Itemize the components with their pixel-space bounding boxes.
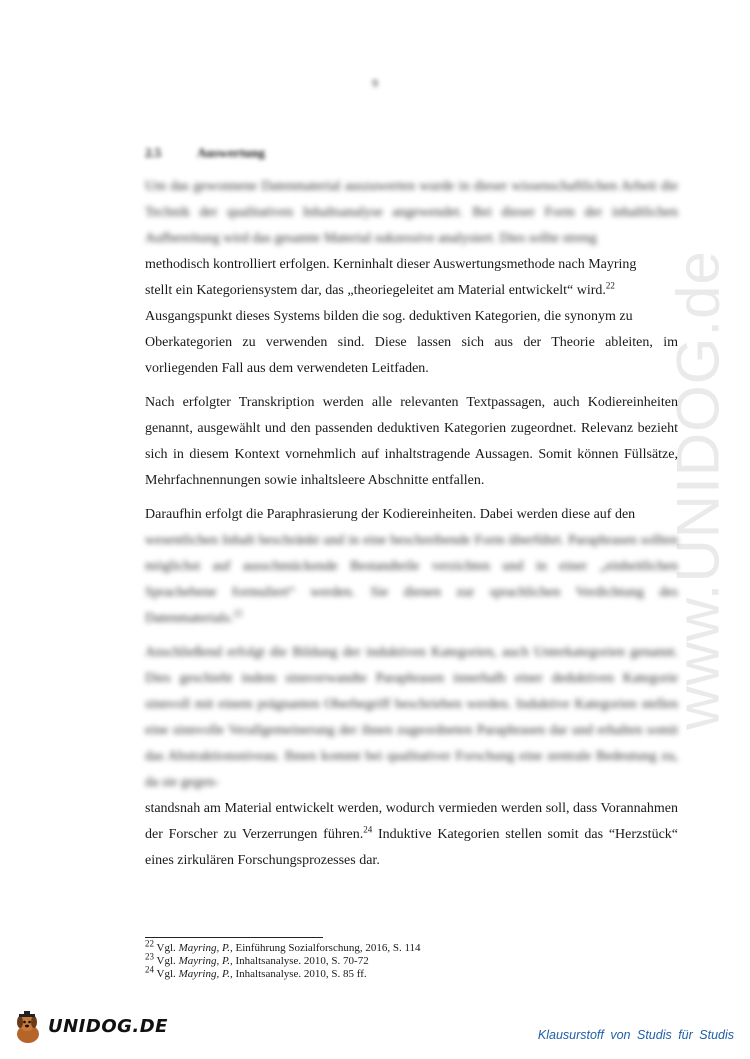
footnote-24: $^{24}$ Vgl. Mayring, P., Inhaltsanalyse. 2010, S. 85 ff.: [145, 964, 367, 980]
paragraph-2-text: Nach erfolgter Transkription werden alle relevanten Textpassagen, auch Kodiereinheiten genannt, ausgewählt und den passenden deduktiven Kategorien zugeordnet. Relevanz bezieht sich in diesem Kontext vornehmlich auf inhaltstragende Aussagen. Somit können Füllsätze, Mehrfachnennungen sowie inhaltsleere Abschnitte entfallen.: [145, 395, 678, 488]
paragraph-1-rest: Oberkategorien zu verwenden sind. Diese lassen sich aus der Theorie ableiten, im vorliegenden Fall aus dem verwendeten Leitfaden.: [145, 335, 678, 376]
paragraph-4-blurred: Anschließend erfolgt die Bildung der induktiven Kategorien, auch Unterkategorien genannt. Dies geschieht indem sinnverwandte Paraphrasen innerhalb einer deduktiven Kategorie sinnvoll mit einem prägnanten Oberbegriff beschrieben werden. Induktive Kategorien stellen eine sinnvolle Verallgemeinerung der ihnen zugeordneten Paraphrasen dar und erhalten somit das Abstraktionsniveau. Ihnen kommt bei qualitativer Forschung eine zentrale Bedeutung zu, da sie gegen-: [145, 645, 678, 790]
paragraph-1: [145, 174, 678, 382]
section-heading: [145, 145, 265, 161]
paragraph-1-blurred: Um das gewonnene Datenmaterial auszuwerten wurde in dieser wissenschaftlichen Arbeit die Technik der qualitativen Inhaltsanalyse angewendet. Bei dieser Form der inhaltlichen Aufbereitung wird das gesamte Material sukzessive analysiert. Dies sollte streng: [145, 179, 678, 246]
paragraph-3-text: Daraufhin erfolgt die Paraphrasierung der Kodiereinheiten. Dabei werden diese auf den: [145, 507, 636, 522]
footnotes: [145, 938, 421, 981]
paragraph-1-line-1: methodisch kontrolliert erfolgen. Kerninhalt dieser Auswertungsmethode nach Mayring: [145, 257, 637, 272]
footnote-22: $^{22}$ Vgl. Mayring, P., Einführung Sozialforschung, 2016, S. 114: [145, 938, 421, 954]
paragraph-4: [145, 640, 678, 874]
tagline: Klausurstoff von Studis für Studis: [537, 1028, 734, 1042]
unidog-logo[interactable]: [10, 1010, 168, 1046]
footnote-23: $^{23}$ Vgl. Mayring, P., Inhaltsanalyse. 2010, S. 70-72: [145, 951, 369, 967]
footnote-separator: [145, 937, 323, 938]
paragraph-2: [145, 390, 678, 494]
dog-mascot-icon: [10, 1010, 46, 1046]
footnote-ref-22[interactable]: 22: [605, 280, 615, 291]
paragraph-1-line-3: Ausgangspunkt dieses Systems bilden die sog. deduktiven Kategorien, die synonym zu: [145, 309, 633, 324]
paragraph-3-blurred: wesentlichen Inhalt beschränkt und in eine beschreibende Form überführt. Paraphrasen sollten möglichst auf ausschmückende Bestandteile verzichten und in einer „einheitlichen Sprachebene formuliert“ werden. Sie dienen zur sprachlichen Verdichtung des Datenmaterials.$^{23}$: [145, 533, 678, 626]
section-number: 2.5: [145, 145, 162, 160]
section-title: Auswertung: [197, 145, 265, 160]
logo-text: UNIDOG.DE: [48, 1016, 168, 1037]
footnote-ref-23: 23: [233, 608, 243, 619]
paragraph-4-text: standsnah am Material entwickelt werden, wodurch vermieden werden soll, dass Vorannahmen der Forscher zu Verzerrungen führen.$^{24}$ Induktive Kategorien stellen somit das “Herzstück“ eines zirkulären Forschungsprozesses dar.: [145, 801, 678, 868]
paragraph-3: [145, 502, 678, 632]
footnote-ref-24[interactable]: 24: [363, 824, 373, 835]
page-number: 9: [372, 76, 378, 90]
watermark-text: www.UNIDOG.de: [664, 250, 732, 730]
paragraph-1-line-2: stellt ein Kategoriensystem dar, das „theoriegeleitet am Material entwickelt“ wird.$^{22}$: [145, 280, 615, 298]
